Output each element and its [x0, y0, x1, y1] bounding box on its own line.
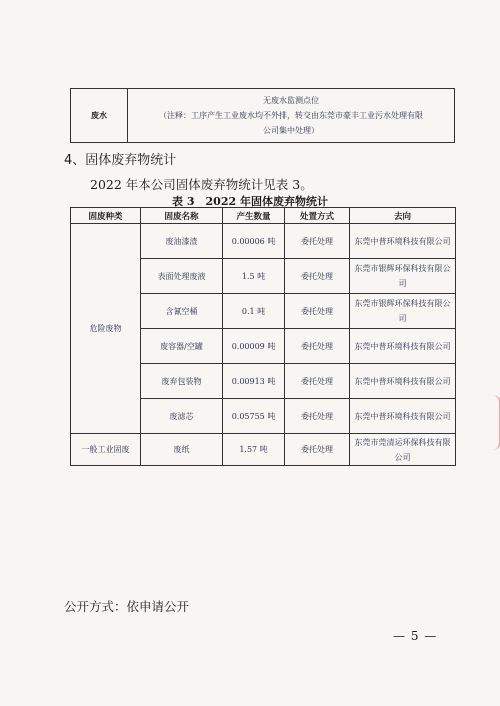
page-number: — 5 —: [393, 629, 438, 643]
hazard-category-cell: 危险废物: [71, 224, 141, 434]
header-method: 处置方式: [285, 208, 350, 224]
waste-destination: 东莞中普环境科技有限公司: [350, 224, 456, 259]
waste-method: 委托处理: [285, 434, 350, 466]
waste-method: 委托处理: [285, 224, 350, 259]
waste-method: 委托处理: [285, 364, 350, 399]
waste-destination: 东莞中普环境科技有限公司: [350, 399, 456, 434]
waste-destination: 东莞市银辉环保科技有限公司: [350, 259, 456, 294]
waste-name: 废油漆渣: [141, 224, 223, 259]
waste-destination: 东莞中普环境科技有限公司: [350, 364, 456, 399]
wastewater-line1: 无废水监测点位: [263, 96, 319, 105]
waste-name: 废滤芯: [141, 399, 223, 434]
wastewater-line2: （注释：工序产生工业废水均不外排，转交由东莞市豪丰工业污水处理有限: [159, 111, 423, 120]
header-category: 固废种类: [71, 208, 141, 224]
waste-method: 委托处理: [285, 294, 350, 329]
header-destination: 去向: [350, 208, 456, 224]
waste-destination: 东莞市银辉环保科技有限公司: [350, 294, 456, 329]
waste-quantity: 1.57 吨: [223, 434, 285, 466]
waste-quantity: 0.00006 吨: [223, 224, 285, 259]
general-category-cell: 一般工业固废: [71, 434, 141, 466]
waste-name: 表面处理废液: [141, 259, 223, 294]
disclosure-method: 公开方式：依申请公开: [64, 599, 190, 614]
waste-destination: 东莞市莞清运环保科技有限公司: [350, 434, 456, 466]
waste-method: 委托处理: [285, 329, 350, 364]
header-name: 固废名称: [141, 208, 223, 224]
table-row: [71, 434, 456, 466]
waste-quantity: 0.1 吨: [223, 294, 285, 329]
table-caption: 表 3 2022 年固体废弃物统计: [172, 195, 328, 208]
table-header-row: [71, 208, 456, 224]
solid-waste-table: [70, 207, 456, 466]
waste-method: 委托处理: [285, 259, 350, 294]
waste-quantity: 0.05755 吨: [223, 399, 285, 434]
table-row: [71, 224, 456, 259]
section-paragraph: 2022 年本公司固体废弃物统计见表 3。: [90, 177, 313, 192]
wastewater-content: [128, 89, 455, 143]
waste-name: 废纸: [141, 434, 223, 466]
waste-name: 废容器/空罐: [141, 329, 223, 364]
section-title: 4、固体废弃物统计: [64, 153, 177, 168]
wastewater-label: 废水: [71, 89, 128, 143]
wastewater-row: [71, 89, 455, 143]
wastewater-table: [70, 88, 455, 143]
waste-destination: 东莞中普环境科技有限公司: [350, 329, 456, 364]
waste-quantity: 1.5 吨: [223, 259, 285, 294]
waste-quantity: 0.00009 吨: [223, 329, 285, 364]
header-quantity: 产生数量: [223, 208, 285, 224]
waste-name: 含氰空桶: [141, 294, 223, 329]
seal-edge-mark: [493, 395, 500, 450]
waste-quantity: 0.00913 吨: [223, 364, 285, 399]
waste-name: 废弃包装物: [141, 364, 223, 399]
waste-method: 委托处理: [285, 399, 350, 434]
wastewater-line3: 公司集中处理）: [263, 126, 319, 135]
